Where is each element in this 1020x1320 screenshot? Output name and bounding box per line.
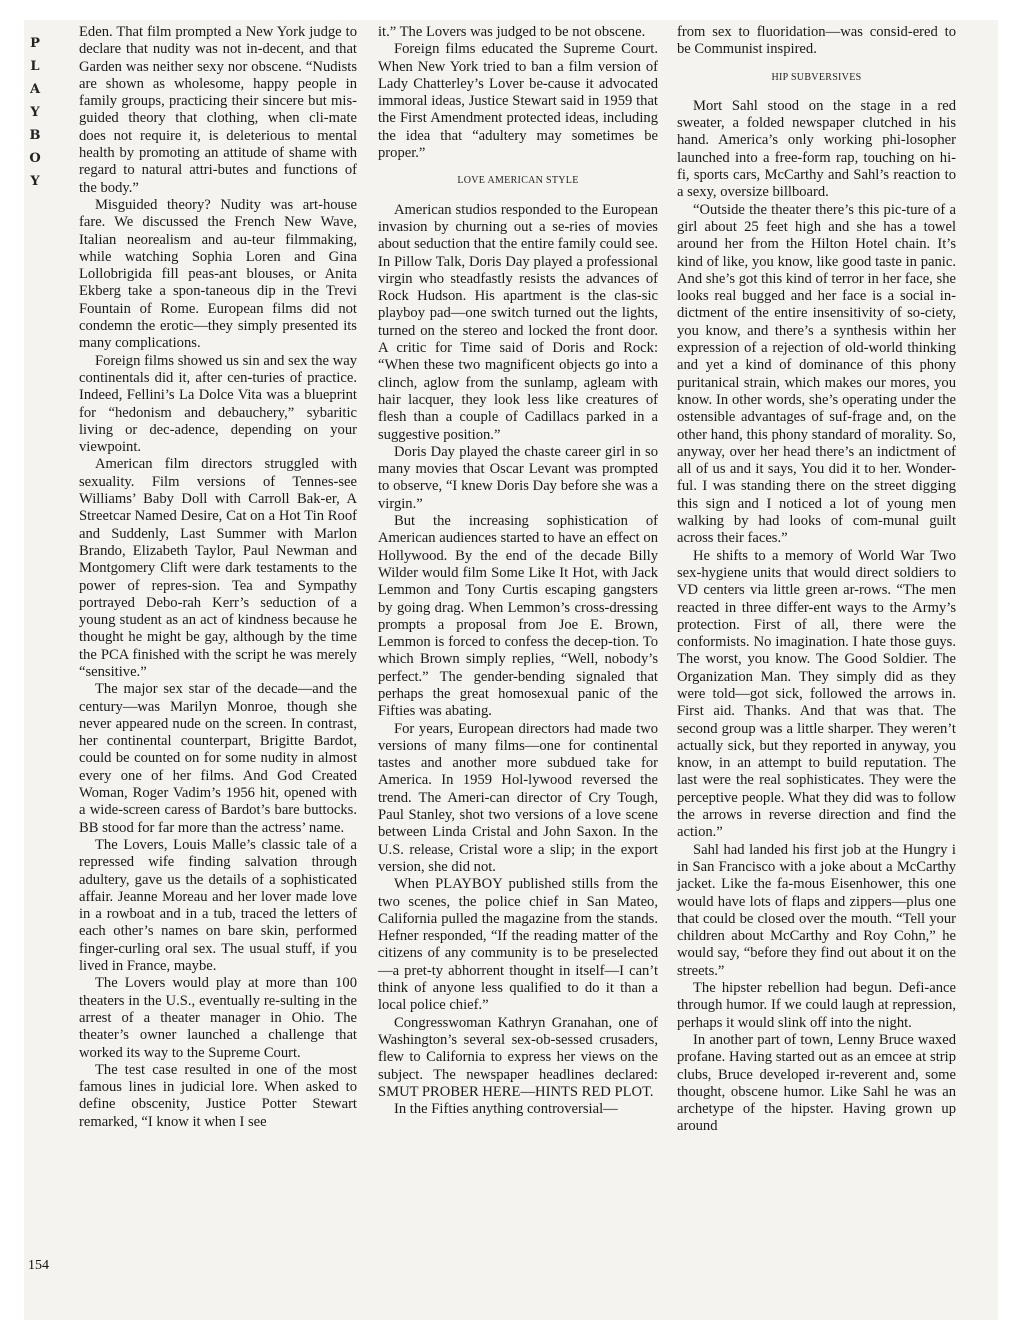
paragraph: American studios responded to the European invasion by churning out a se-ries of movies about seduction that the entire family could see. In Pillow Talk, Doris Day played a professional virgin who steadfastly resists the advances of Rock Hudson. His apartment is the clas-sic playboy pad—one switch turned out the lights, turned on the stereo and locked the front door. A critic for Time said of Doris and Rock: “When these two magnificent objects go into a clinch, aglow from the sunlamp, agleam with hair lacquer, they look less like creatures of flesh than a couple of Cadillacs parked in a suggestive position.” [378,201,658,443]
paragraph: The hipster rebellion had begun. Defi-ance through humor. If we could laugh at repression, perhaps it would slink off into the night. [677,980,956,1031]
paragraph: When PLAYBOY published stills from the two scenes, the police chief in San Mateo, California pulled the magazine from the stands. Hefner responded, “If the reading matter of the citizens of any community is to be preselected—a pret-ty abhorrent thought in itself—I can’t think of anyone less qualified to do it than a local police chief.” [378,876,658,1014]
paragraph: He shifts to a memory of World War Two sex-hygiene units that would direct soldiers to VD centers via little green ar-rows. “The men reacted in three differ-ent ways to the Army’s protection. First of all, there were the conformists. No imagination. I hate those guys. The worst, you know. The Good Soldier. The Organization Man. They simply did as they were told—got sick, followed the arrows in. First aid. Thanks. And that was that. The second group was a little sharper. They weren’t actually sick, but they reported in anyway, you know, in an attempt to build reputation. The last were the real sophisticates. They were the perceptive people. What they did was to follow the arrows in reverse direction and find the action.” [677,547,956,841]
paragraph: The major sex star of the decade—and the century—was Marilyn Monroe, though she never appeared nude on the screen. In contrast, her continental counterpart, Brigitte Bardot, could be counted on for some nudity in almost every one of her films. And God Created Woman, Roger Vadim’s 1956 hit, opened with a wide-screen caress of Bardot’s bare buttocks. BB stood for far more than the actress’ name. [79,681,357,836]
paragraph: Eden. That film prompted a New York judge to declare that nudity was not in-decent, and that Garden was neither sexy nor obscene. “Nudists are shown as wholesome, happy people in family groups, practicing their sincere but mis-guided theory that clothing, when cli-mate does not require it, is deleterious to mental health by promoting an attitude of shame with regard to natural attri-butes and functions of the body.” [79,24,357,196]
article-column-1 [79,24,357,1131]
section-heading: HIP SUBVERSIVES [771,71,862,83]
paragraph: The Lovers, Louis Malle’s classic tale of a repressed wife finding salvation through adultery, gave us the details of a sophisticated affair. Jeanne Moreau and her lover made love in a rowboat and in a tub, traced the letters of each other’s names on bare skin, performed finger-curling oral sex. The usual stuff, if you lived in France, maybe. [79,836,357,975]
paragraph: The Lovers would play at more than 100 theaters in the U.S., eventually re-sulting in the arrest of a theater manager in Ohio. The theater’s owner launched a challenge that worked its way to the Supreme Court. [79,975,357,1061]
article-column-2 [378,24,658,1118]
playboy-folio-logo [28,32,42,193]
paragraph: Foreign films showed us sin and sex the way continentals did it, after cen-turies of practice. Indeed, Fellini’s La Dolce Vita was a blueprint for “hedonism and debauchery,” sybaritic living or dec-adence, depending on your viewpoint. [79,352,357,456]
brand-letter: L [30,59,40,74]
paragraph: it.” The Lovers was judged to be not obscene. [378,24,646,40]
paragraph: Congresswoman Kathryn Granahan, one of Washington’s several sex-ob-sessed crusaders, flew to California to express her views on the subject. The newspaper headlines declared: SMUT PROBER HERE—HINTS RED PLOT. [378,1014,658,1100]
paragraph: Doris Day played the chaste career girl in so many movies that Oscar Levant was prompted to observe, “I knew Doris Day before she was a virgin.” [378,443,658,512]
paragraph: from sex to fluoridation—was consid-ered to be Communist inspired. [677,24,956,58]
paragraph: American film directors struggled with sexuality. Film versions of Tennes-see Williams’ Baby Doll with Carroll Bak-er, A Streetcar Named Desire, Cat on a Hot Tin Roof and Suddenly, Last Summer with Marlon Brando, Elizabeth Taylor, Paul Newman and Montgomery Clift were dark testaments to the power of repres-sion. Tea and Sympathy portrayed Debo-rah Kerr’s seduction of a young student as an act of kindness because he thought he might be gay, although by the time the PCA finished with the script he was merely “sensitive.” [79,456,357,680]
paragraph: In another part of town, Lenny Bruce waxed profane. Having started out as an emcee at strip clubs, Bruce developed ir-reverent and, some thought, obscene humor. Like Sahl he was an archetype of the hipster. Having grown up around [677,1031,956,1135]
brand-letter: Y [30,174,40,189]
page-number: 154 [28,1258,49,1273]
paragraph: Misguided theory? Nudity was art-house fare. We discussed the French New Wave, Italian neorealism and au-teur filmmaking, while watching Sophia Loren and Gina Lollobrigida fill peas-ant blouses, or Anita Ekberg take a spon-taneous dip in the Trevi Fountain of Rome. European films did not condemn the erotic—they simply presented its many complications. [79,196,357,352]
brand-letter: P [30,36,40,51]
brand-letter: Y [30,105,40,120]
paragraph: Sahl had landed his first job at the Hungry i in San Francisco with a joke about a McCarthy jacket. Like the fa-mous Eisenhower, this one would have lots of flaps and zippers—plus one that could be closed over the mouth. “Tell your children about McCarthy and Roy Cohn,” he would say, “before they find out about it on the streets.” [677,841,956,979]
paragraph: “Outside the theater there’s this pic-ture of a girl about 25 feet high and she has a towel around her from the Hilton Hotel chain. It’s kind of like, you know, like good taste in panic. And she’s got this kind of terror in her face, she looks real bugged and her face is a social in-dictment of the entire insensitivity of so-ciety, you know, and there’s a synthesis within her expression of a rejection of old-world thinking and yet a kind of dominance of this phony puritanical strain, which makes our mores, you know. In other words, she’s operating under the ostensible advantages of suf-frage and, on the other hand, this phony standard of morality. So, anyway, over her head there’s an indictment of all of us and it says, You did it to her. Wonder-ful. I was standing there on the street digging this sign and I noticed a lot of young men walking by had looks of com-munal guilt across their faces.” [677,201,956,547]
article-column-3 [677,24,956,1136]
paragraph: Foreign films educated the Supreme Court. When New York tried to ban a film version of Lady Chatterley’s Lover be-cause it advocated immoral ideas, Justice Stewart said in 1959 that the First Amendment protected ideas, including the idea that “adultery may sometimes be proper.” [378,41,658,162]
brand-letter: A [29,82,41,97]
paragraph: In the Fifties anything controversial— [394,1101,618,1118]
paragraph: But the increasing sophistication of American audiences started to have an effect on Hollywood. By the end of the decade Billy Wilder would film Some Like It Hot, with Jack Lemmon and Tony Curtis escaping gangsters by going drag. When Lemmon’s cross-dressing prompts a proposal from Joe E. Brown, Lemmon is forced to confess the decep-tion. To which Brown simply replies, “Well, nobody’s perfect.” The gender-bending signaled that perhaps the great homosexual panic of the Fifties was abating. [378,513,658,720]
paragraph: For years, European directors had made two versions of many films—one for continental tastes and another more subdued take for America. In 1959 Hol-lywood reversed the trend. The Ameri-can director of Cry Tough, Paul Stanley, shot two versions of a love scene between Linda Cristal and John Saxon. In the U.S. release, Cristal wore a slip; in the export version, she did not. [378,720,658,875]
brand-letter: O [29,151,41,166]
paragraph: The test case resulted in one of the most famous lines in judicial lore. When asked to define obscenity, Justice Potter Stewart remarked, “I know it when I see [79,1061,357,1130]
section-heading: LOVE AMERICAN STYLE [457,175,579,187]
brand-letter: B [29,128,41,143]
paragraph: Mort Sahl stood on the stage in a red sweater, a folded newspaper clutched in his hand. America’s only working phi-losopher launched into a free-form rap, touching on hi-fi, sports cars, McCarthy and Sahl’s reaction to a sexy, oversize billboard. [677,97,956,201]
